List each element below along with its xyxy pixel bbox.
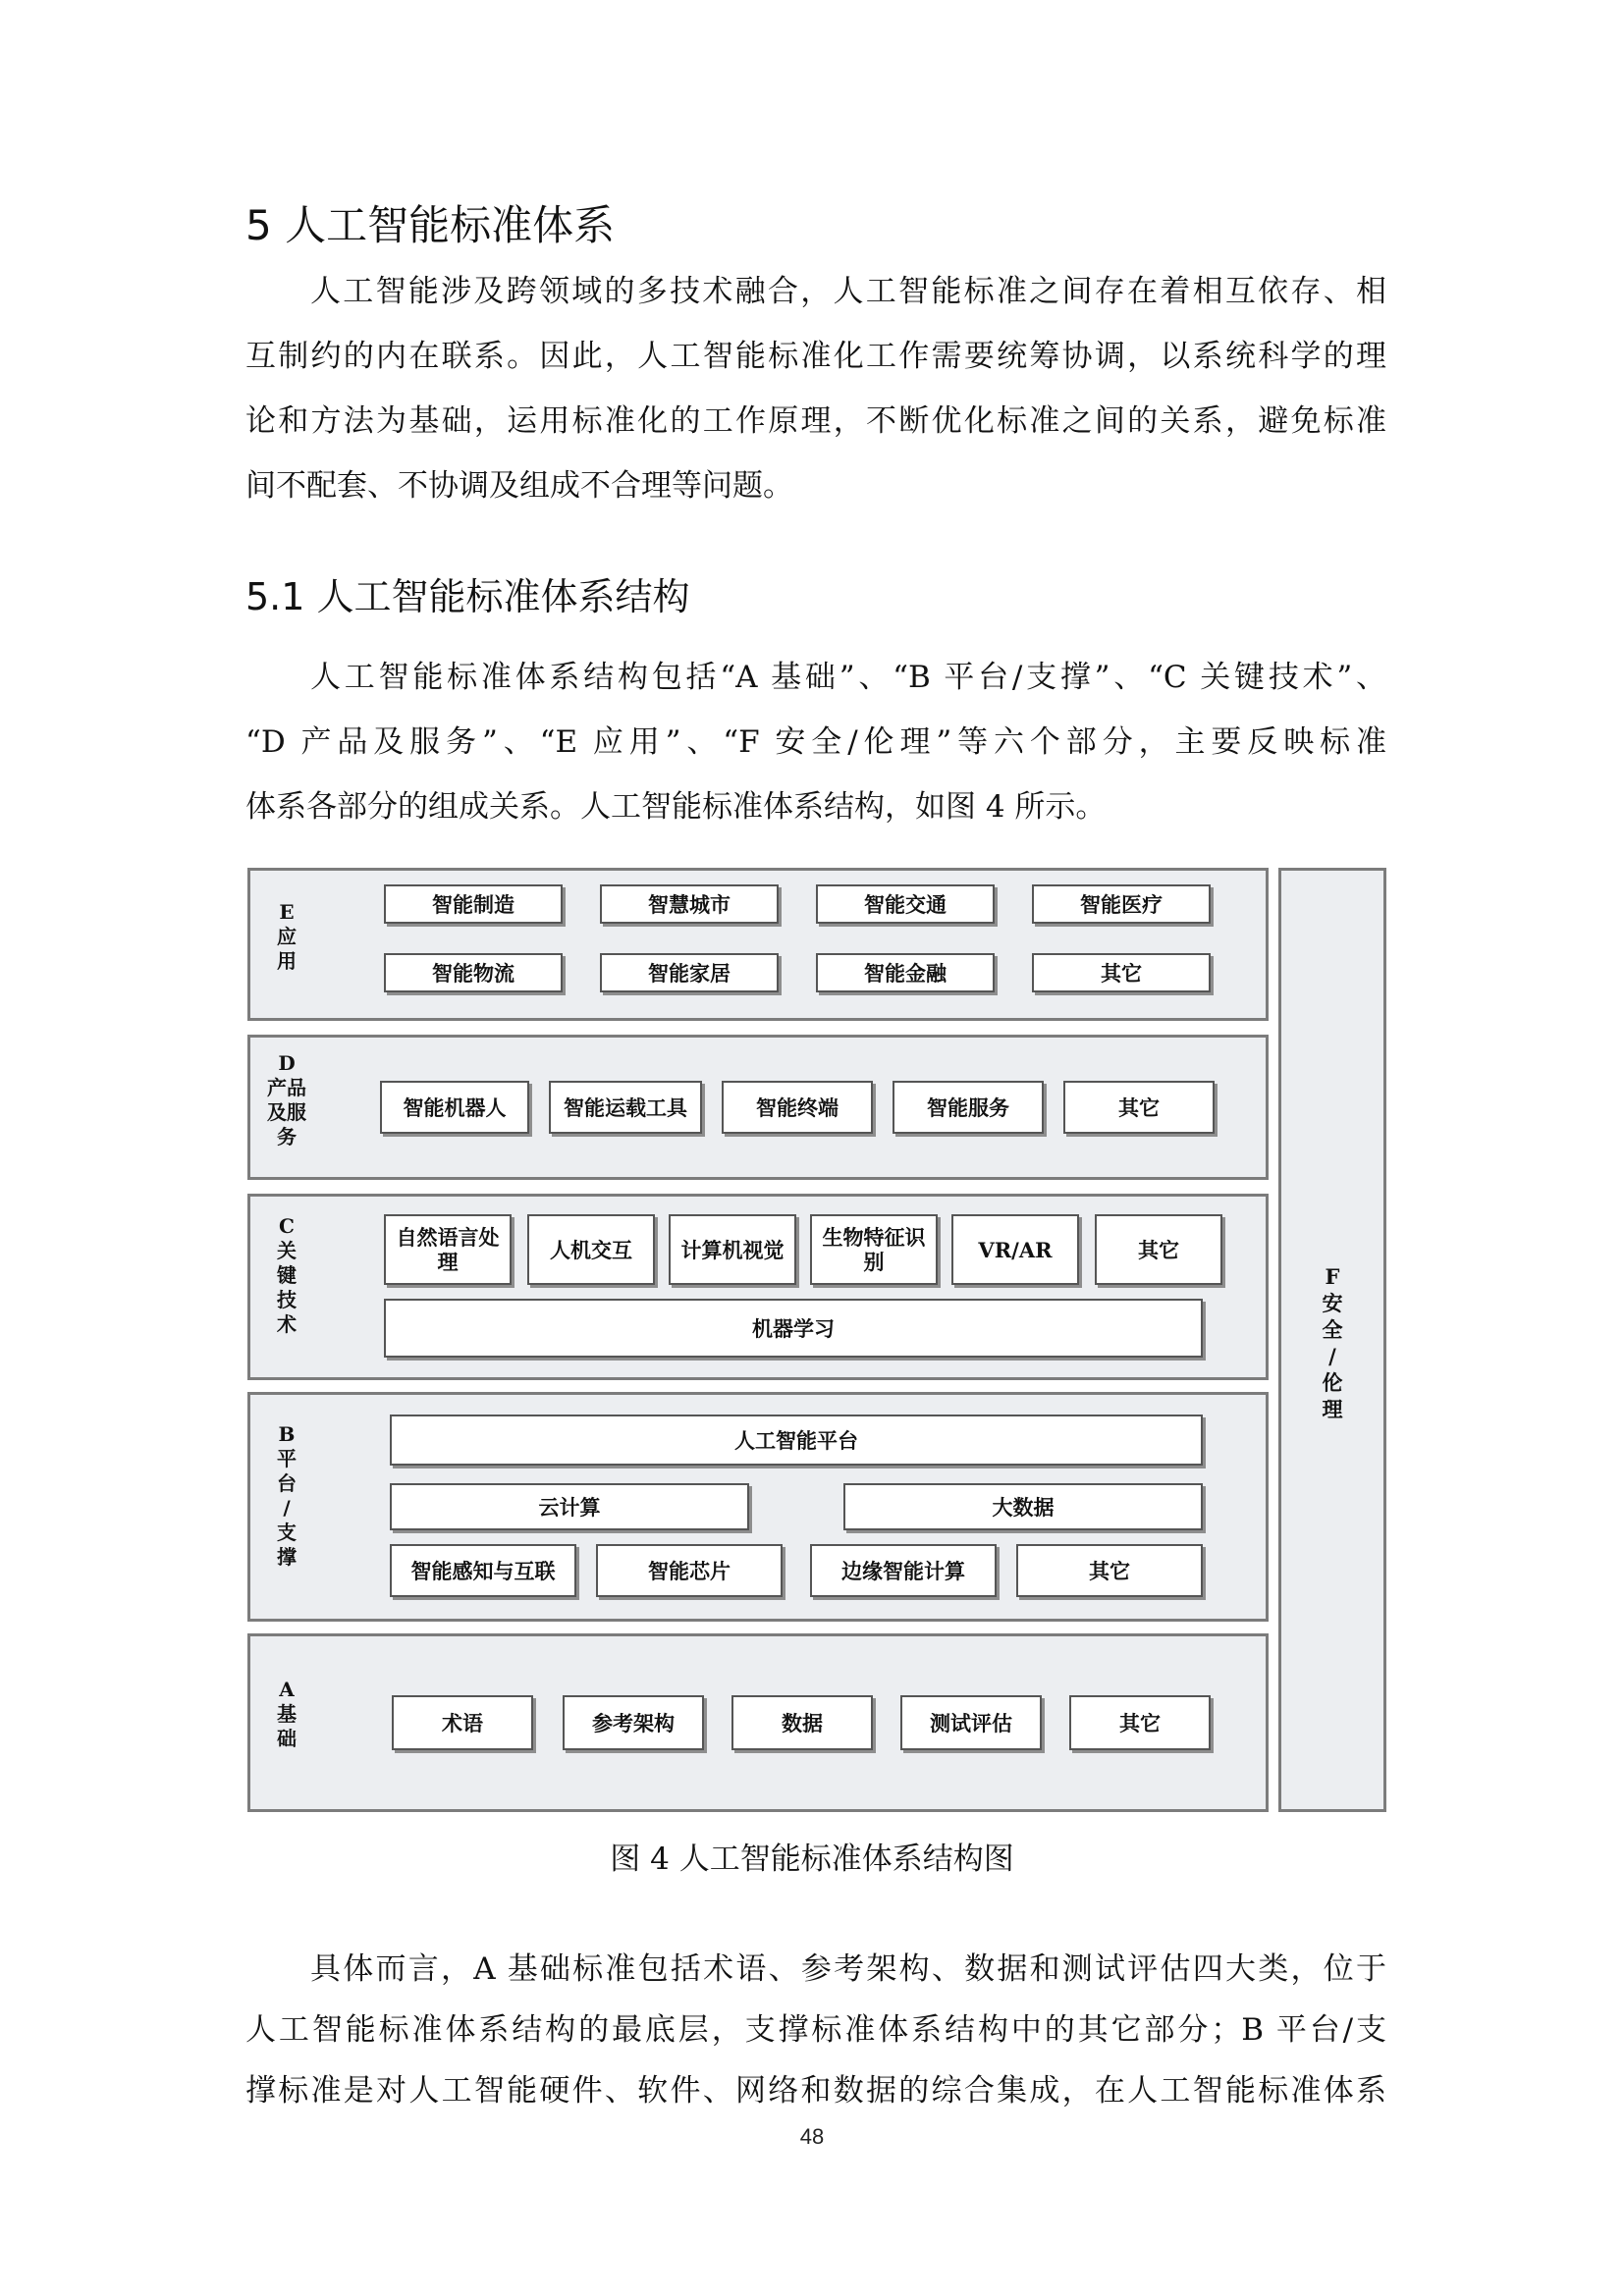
box-reference-architecture: 参考架构 <box>563 1695 704 1750</box>
box-smart-home: 智能家居 <box>600 953 779 992</box>
structure-paragraph <box>245 656 1386 842</box>
subsection-heading: 5.1 人工智能标准体系结构 <box>245 575 690 618</box>
box-smart-logistics: 智能物流 <box>384 953 563 992</box>
box-ai-platform: 人工智能平台 <box>390 1415 1203 1466</box>
box-ai-chip: 智能芯片 <box>596 1544 783 1597</box>
box-smart-finance: 智能金融 <box>816 953 995 992</box>
page-number: 48 <box>799 2124 825 2149</box>
layer-c-label: C 关 键 技 术 <box>277 1214 297 1336</box>
box-other: 其它 <box>1016 1544 1203 1597</box>
box-data: 数据 <box>731 1695 873 1750</box>
box-smart-terminal: 智能终端 <box>722 1081 873 1134</box>
layer-b-platform-support <box>247 1392 1269 1622</box>
layer-f-label: F 安 全 / 伦 理 <box>1322 1264 1343 1421</box>
box-other: 其它 <box>1063 1081 1215 1134</box>
box-nlp: 自然语言处理 <box>384 1214 512 1285</box>
layer-c-key-technology <box>247 1194 1269 1380</box>
layer-e-application <box>247 868 1269 1021</box>
layer-a-foundation <box>247 1633 1269 1812</box>
standard-system-diagram <box>247 868 1386 1812</box>
box-other: 其它 <box>1032 953 1211 992</box>
box-machine-learning: 机器学习 <box>384 1299 1203 1358</box>
section-heading: 5 人工智能标准体系 <box>245 201 616 249</box>
text-line: 论和方法为基础，运用标准化的工作原理，不断优化标准之间的关系，避免标准 <box>245 403 1386 439</box>
box-sensing-iot: 智能感知与互联 <box>390 1544 576 1597</box>
layer-a-label: A 基 础 <box>277 1678 297 1750</box>
box-smart-vehicle: 智能运载工具 <box>549 1081 702 1134</box>
box-computer-vision: 计算机视觉 <box>669 1214 796 1285</box>
text-line: 人工智能涉及跨领域的多技术融合，人工智能标准之间存在着相互依存、相 <box>310 274 1386 309</box>
text-line: 人工智能标准体系结构包括“A 基础”、“B 平台/支撑”、“C 关键技术”、 <box>310 660 1386 695</box>
text-line: “D 产品及服务”、“E 应用”、“F 安全/伦理”等六个部分，主要反映标准 <box>245 724 1386 760</box>
layer-e-label: E 应 用 <box>277 900 297 973</box>
box-biometrics: 生物特征识别 <box>810 1214 938 1285</box>
box-smart-healthcare: 智能医疗 <box>1032 884 1211 924</box>
box-testing-evaluation: 测试评估 <box>900 1695 1042 1750</box>
layer-d-label: D 产品 及服 务 <box>267 1051 306 1148</box>
box-smart-city: 智慧城市 <box>600 884 779 924</box>
text-line: 互制约的内在联系。因此，人工智能标准化工作需要统筹协调，以系统科学的理 <box>245 339 1386 374</box>
layer-f-security-ethics <box>1278 868 1386 1812</box>
box-smart-traffic: 智能交通 <box>816 884 995 924</box>
box-other: 其它 <box>1095 1214 1222 1285</box>
detail-paragraph <box>245 1948 1386 2114</box>
box-edge-computing: 边缘智能计算 <box>810 1544 997 1597</box>
text-line: 人工智能标准体系结构的最底层，支撑标准体系结构中的其它部分；B 平台/支 <box>245 2012 1386 2048</box>
box-big-data: 大数据 <box>843 1483 1203 1530</box>
box-other: 其它 <box>1069 1695 1211 1750</box>
box-smart-service: 智能服务 <box>893 1081 1044 1134</box>
box-smart-robot: 智能机器人 <box>380 1081 529 1134</box>
box-cloud-computing: 云计算 <box>390 1483 749 1530</box>
layer-d-products-services <box>247 1035 1269 1180</box>
text-line: 具体而言，A 基础标准包括术语、参考架构、数据和测试评估四大类，位于 <box>310 1951 1386 1987</box>
box-hci: 人机交互 <box>527 1214 655 1285</box>
box-vr-ar: VR/AR <box>951 1214 1079 1285</box>
intro-paragraph <box>245 270 1386 525</box>
box-smart-manufacturing: 智能制造 <box>384 884 563 924</box>
text-line: 体系各部分的组成关系。人工智能标准体系结构，如图 4 所示。 <box>245 789 1107 825</box>
text-line: 间不配套、不协调及组成不合理等问题。 <box>245 468 793 504</box>
layer-b-label: B 平 台 / 支 撑 <box>277 1422 297 1569</box>
box-terminology: 术语 <box>392 1695 533 1750</box>
figure-caption: 图 4 人工智能标准体系结构图 <box>610 1842 1014 1877</box>
text-line: 撑标准是对人工智能硬件、软件、网络和数据的综合集成，在人工智能标准体系 <box>245 2073 1386 2109</box>
